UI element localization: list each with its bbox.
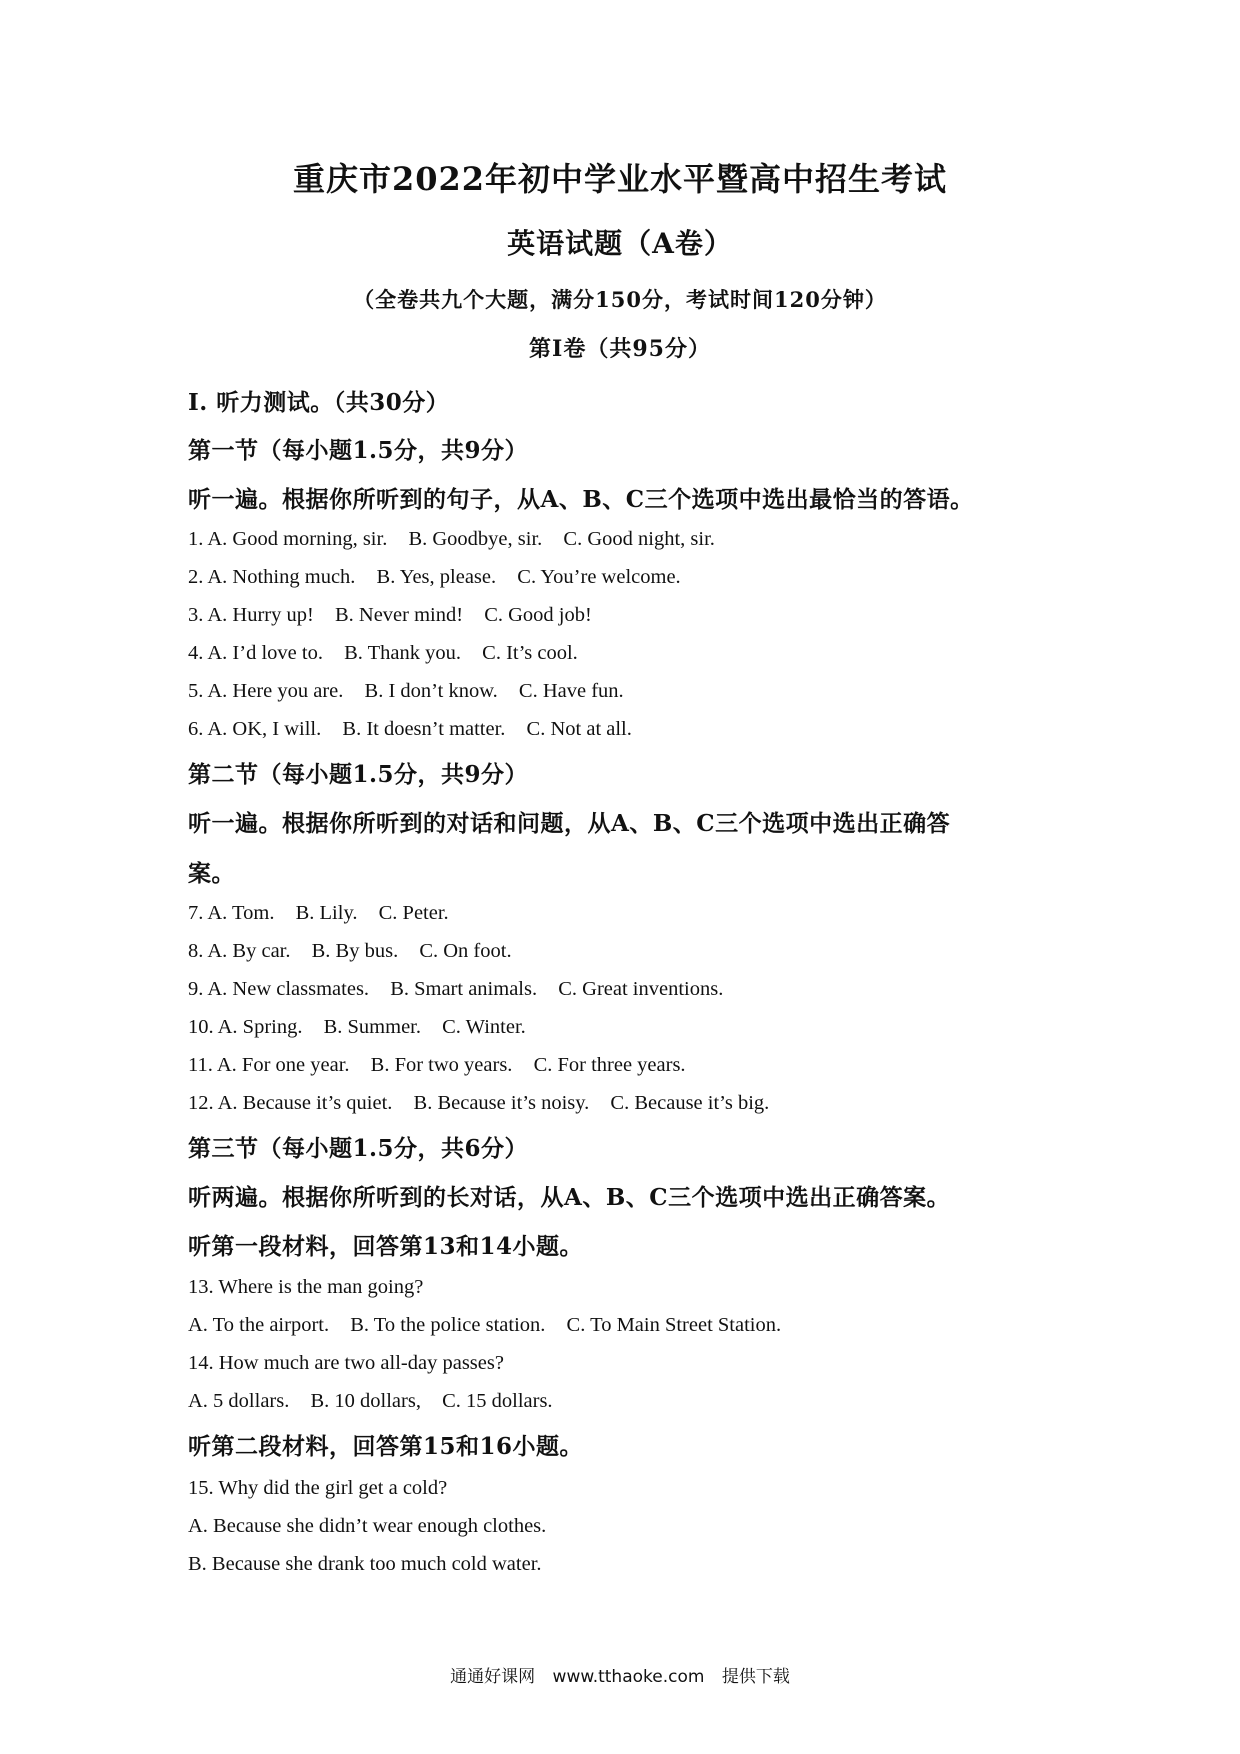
question-item xyxy=(188,680,624,703)
part2-title: 第二节（每小题1.5分，共9分） xyxy=(188,761,529,788)
option-c: C. You’re welcome. xyxy=(517,566,681,588)
option-b: B. Yes, please. xyxy=(376,566,497,588)
question-15-option-a: A. Because she didn’t wear enough clothes. xyxy=(188,1515,547,1537)
material2-label: 听第二段材料，回答第15和16小题。 xyxy=(188,1433,584,1460)
footer-url[interactable]: www.tthaoke.com xyxy=(552,1667,705,1687)
question-number: 12. xyxy=(188,1092,214,1114)
option-a: A. I’d love to. xyxy=(207,642,323,664)
option-c: C. Because it’s big. xyxy=(610,1092,770,1114)
question-14: 14. How much are two all-day passes? xyxy=(188,1352,504,1374)
question-number: 9. xyxy=(188,978,204,1000)
option-b: B. It doesn’t matter. xyxy=(342,718,506,740)
option-c: C. Winter. xyxy=(442,1016,526,1038)
option-c: C. Not at all. xyxy=(526,718,632,740)
question-item xyxy=(188,566,681,589)
option-b: B. Summer. xyxy=(323,1016,421,1038)
question-number: 8. xyxy=(188,940,204,962)
option-a: A. For one year. xyxy=(216,1054,350,1076)
part3-instruction: 听两遍。根据你所听到的长对话，从A、B、C三个选项中选出正确答案。 xyxy=(188,1184,951,1211)
option-c: C. Have fun. xyxy=(518,680,624,702)
question-number: 10. xyxy=(188,1016,214,1038)
section-title: Ⅰ. 听力测试。（共30分） xyxy=(188,389,450,416)
question-item xyxy=(188,528,715,551)
question-13: 13. Where is the man going? xyxy=(188,1276,424,1298)
page-subtitle: 英语试题（A卷） xyxy=(507,227,733,260)
question-number: 2. xyxy=(188,566,204,588)
option-c: C. It’s cool. xyxy=(482,642,578,664)
exam-note: （全卷共九个大题，满分150分，考试时间120分钟） xyxy=(353,287,887,312)
part3-title: 第三节（每小题1.5分，共6分） xyxy=(188,1135,529,1162)
material1-label: 听第一段材料，回答第13和14小题。 xyxy=(188,1233,584,1260)
question-item xyxy=(188,1054,686,1077)
question-number: 7. xyxy=(188,902,204,924)
question-item xyxy=(188,902,449,925)
question-item xyxy=(188,978,723,1001)
option-c: C. Good night, sir. xyxy=(563,528,715,550)
option-c: C. Good job! xyxy=(484,604,592,626)
question-number: 6. xyxy=(188,718,204,740)
footer xyxy=(0,1662,1240,1687)
question-item xyxy=(188,718,632,741)
part1-instruction: 听一遍。根据你所听到的句子，从A、B、C三个选项中选出最恰当的答语。 xyxy=(188,486,974,513)
option-c: C. 15 dollars. xyxy=(442,1390,553,1412)
footer-site-name: 通通好课网 xyxy=(450,1667,536,1687)
option-a: A. New classmates. xyxy=(207,978,370,1000)
part-title: 第Ⅰ卷（共95分） xyxy=(529,336,711,362)
question-15-option-b: B. Because she drank too much cold water. xyxy=(188,1553,542,1575)
option-a: A. Nothing much. xyxy=(207,566,356,588)
option-b: B. By bus. xyxy=(311,940,399,962)
part2-instruction-cont: 案。 xyxy=(188,860,235,887)
option-b: B. Smart animals. xyxy=(390,978,538,1000)
question-number: 4. xyxy=(188,642,204,664)
option-c: C. To Main Street Station. xyxy=(566,1314,782,1336)
question-14-options xyxy=(188,1390,553,1413)
option-a: A. Hurry up! xyxy=(207,604,314,626)
question-item xyxy=(188,604,592,627)
option-a: A. Because it’s quiet. xyxy=(217,1092,393,1114)
footer-tagline: 提供下载 xyxy=(721,1667,790,1687)
option-a: A. Good morning, sir. xyxy=(207,528,388,550)
option-b: B. I don’t know. xyxy=(364,680,498,702)
part2-instruction: 听一遍。根据你所听到的对话和问题，从A、B、C三个选项中选出正确答 xyxy=(188,810,951,837)
option-b: B. Thank you. xyxy=(344,642,462,664)
option-a: A. Tom. xyxy=(207,902,275,924)
option-a: A. By car. xyxy=(207,940,291,962)
option-c: C. Great inventions. xyxy=(558,978,724,1000)
question-number: 5. xyxy=(188,680,204,702)
option-a: A. To the airport. xyxy=(188,1314,330,1336)
page-title: 重庆市2022年初中学业水平暨高中招生考试 xyxy=(292,160,948,198)
option-b: B. For two years. xyxy=(370,1054,513,1076)
question-item xyxy=(188,642,578,665)
option-c: C. For three years. xyxy=(533,1054,686,1076)
option-a: A. OK, I will. xyxy=(207,718,322,740)
question-number: 1. xyxy=(188,528,204,550)
part1-title: 第一节（每小题1.5分，共9分） xyxy=(188,437,529,464)
question-15: 15. Why did the girl get a cold? xyxy=(188,1477,448,1499)
question-number: 3. xyxy=(188,604,204,626)
question-item xyxy=(188,1092,769,1115)
option-c: C. Peter. xyxy=(378,902,449,924)
option-b: B. Never mind! xyxy=(334,604,464,626)
option-b: B. To the police station. xyxy=(350,1314,546,1336)
option-b: B. Lily. xyxy=(295,902,358,924)
option-b: B. Goodbye, sir. xyxy=(408,528,543,550)
question-item xyxy=(188,940,512,963)
option-a: A. Spring. xyxy=(217,1016,303,1038)
question-item xyxy=(188,1016,526,1039)
question-13-options xyxy=(188,1314,781,1337)
question-number: 11. xyxy=(188,1054,213,1076)
option-b: B. 10 dollars, xyxy=(310,1390,421,1412)
option-a: A. 5 dollars. xyxy=(188,1390,290,1412)
option-c: C. On foot. xyxy=(419,940,512,962)
option-b: B. Because it’s noisy. xyxy=(413,1092,590,1114)
option-a: A. Here you are. xyxy=(207,680,344,702)
